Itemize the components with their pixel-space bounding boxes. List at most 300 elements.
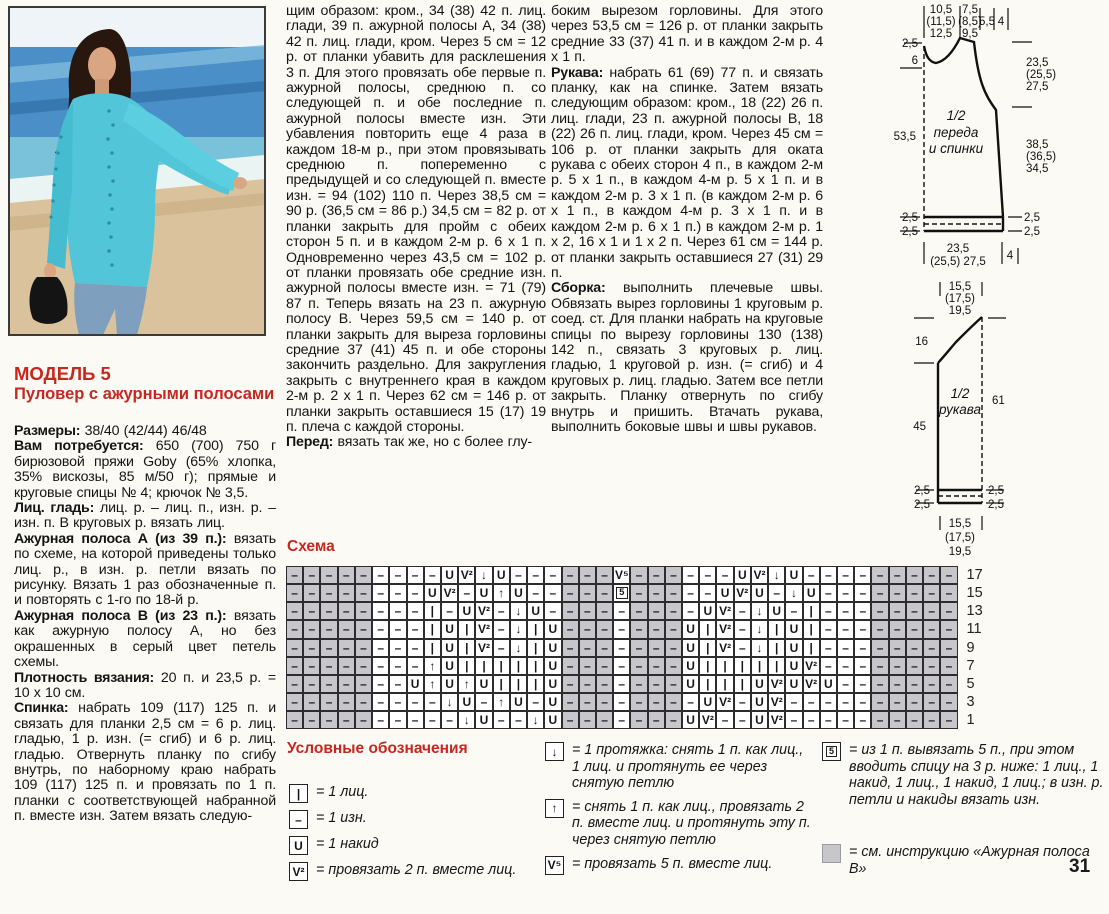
- chart-cell: –: [665, 657, 682, 675]
- chart-cell: –: [562, 602, 579, 620]
- chart-cell: –: [940, 675, 957, 693]
- chart-cell: –: [372, 566, 389, 584]
- chart-cell: U: [475, 675, 492, 693]
- measurement-label: (8,5): [958, 16, 982, 28]
- measurement-label: 1/2: [950, 386, 970, 401]
- sleeve-diagram: [913, 281, 1006, 558]
- chart-cell: –: [923, 602, 940, 620]
- measurement-label: (25,5) 27,5: [930, 256, 986, 268]
- chart-cell: –: [648, 602, 665, 620]
- chart-cell: –: [458, 584, 475, 602]
- chart-cell: –: [871, 675, 888, 693]
- paragraph-lead: Перед:: [286, 434, 334, 451]
- chart-cell: –: [648, 675, 665, 693]
- measurement-label: (25,5): [1026, 69, 1057, 81]
- chart-cell: –: [923, 620, 940, 638]
- chart-cell: –: [493, 711, 510, 729]
- chart-cell: –: [630, 693, 647, 711]
- legend-item: [289, 810, 529, 829]
- chart-cell: U: [751, 675, 768, 693]
- measurement-label: 1/2: [946, 108, 966, 123]
- chart-cell: |: [458, 657, 475, 675]
- chart-cell: –: [303, 711, 320, 729]
- chart-cell: –: [889, 657, 906, 675]
- paragraph: Рукава: набрать 61 (69) 77 п. и связать планку, как на спинке. Затем вязать следующим образом: кром., 18 (22) 26 п. лиц. глади, 23 п. ажурной полосы В, 18 (22) 26 п. лиц. глади, кром. Через 45 см = 106 р. от планки закрыть для оката рукава с обеих сторон 4 п., в каждом 2-м р. 5 x 1 п., в каждом 4-м р. 5 x 1 п. и в каждом 2-м р. 3 x 1 п. (в каждом 2-м р. 6 x 1 п., в каждом 4-м р. 3 x 1 п. и в каждом 2-м р. 6 x 1 п.) в каждом 2-м р. 1 x 2, 16 x 1 и 1 x 2 п. Через 61 см = 144 р. от планки закрыть оставшиеся 27 (31) 29 п.: [551, 64, 823, 281]
- legend-item: [822, 742, 1106, 808]
- chart-cell: –: [837, 675, 854, 693]
- chart-cell: U: [544, 711, 561, 729]
- chart-cell: –: [940, 602, 957, 620]
- chart-cell: –: [407, 584, 424, 602]
- chart-row-number: 9: [966, 639, 975, 656]
- chart-cell: U: [682, 657, 699, 675]
- chart-cell: –: [320, 602, 337, 620]
- legend-item: [289, 836, 529, 855]
- chart-cell: |: [527, 675, 544, 693]
- paragraph-lead: Размеры:: [14, 423, 81, 439]
- chart-cell: –: [854, 566, 871, 584]
- chart-cell: –: [699, 584, 716, 602]
- chart-cell: –: [940, 584, 957, 602]
- chart-cell: –: [923, 693, 940, 711]
- chart-cell: –: [389, 584, 406, 602]
- chart-cell: U: [510, 693, 527, 711]
- measurement-label: 2,5: [914, 499, 930, 511]
- legend-column-2: [545, 742, 813, 882]
- measurement-label: 19,5: [948, 546, 972, 558]
- chart-cell: –: [338, 693, 355, 711]
- chart-cell: U: [682, 620, 699, 638]
- paragraph-lead: Лиц. гладь:: [14, 500, 95, 517]
- chart-cell: –: [320, 584, 337, 602]
- chart-cell: –: [630, 566, 647, 584]
- legend-item: [289, 784, 529, 803]
- chart-cell: U: [716, 584, 733, 602]
- chart-cell: –: [940, 620, 957, 638]
- chart-cell: –: [682, 602, 699, 620]
- chart-cell: –: [889, 711, 906, 729]
- chart-cell: –: [734, 693, 751, 711]
- chart-cell: –: [407, 639, 424, 657]
- chart-cell: |: [527, 620, 544, 638]
- chart-cell: –: [389, 693, 406, 711]
- chart-cell: –: [286, 657, 303, 675]
- chart-cell: V²: [751, 566, 768, 584]
- chart-cell: –: [355, 620, 372, 638]
- chart-cell: –: [820, 639, 837, 657]
- measurement-label: 2,5: [988, 485, 1004, 497]
- chart-cell: U: [441, 566, 458, 584]
- paragraph-lead: Спинка:: [14, 700, 69, 717]
- chart-cell: –: [596, 657, 613, 675]
- measurement-label: 7,5: [962, 4, 978, 16]
- chart-cell: |: [699, 639, 716, 657]
- chart-cell: V²: [716, 602, 733, 620]
- chart-cell: –: [803, 711, 820, 729]
- chart-cell: U: [820, 675, 837, 693]
- chart-cell: –: [407, 657, 424, 675]
- chart-cell: V²: [716, 620, 733, 638]
- chart-cell: |: [768, 657, 785, 675]
- chart-cell: –: [648, 584, 665, 602]
- measurement-label: (11,5): [926, 16, 956, 28]
- chart-cell: –: [286, 711, 303, 729]
- measurement-label: 15,5: [948, 281, 972, 293]
- chart-cell: –: [906, 693, 923, 711]
- chart-cell: –: [889, 693, 906, 711]
- chart-cell: –: [562, 711, 579, 729]
- legend-item: [545, 856, 813, 875]
- chart-cell: –: [389, 675, 406, 693]
- chart-cell: U: [544, 657, 561, 675]
- chart-row-number: 17: [966, 567, 983, 584]
- chart-cell: –: [493, 639, 510, 657]
- chart-cell: –: [372, 639, 389, 657]
- chart-cell: –: [871, 711, 888, 729]
- legend-text: = провязать 2 п. вместе лиц.: [316, 862, 517, 878]
- paragraph: Ажурная полоса В (из 23 п.): вязать как ажурную полосу А, но без окрашенных в серый цвет петель схемы.: [14, 607, 276, 671]
- chart-cell: V²: [768, 711, 785, 729]
- chart-cell: U: [441, 620, 458, 638]
- chart-cell: |: [424, 620, 441, 638]
- chart-cell: –: [734, 620, 751, 638]
- chart-cell: –: [544, 566, 561, 584]
- chart-cell: V²: [716, 639, 733, 657]
- photo-bag: [30, 277, 68, 324]
- measurement-label: (17,5): [944, 532, 976, 544]
- chart-cell: ↑: [424, 657, 441, 675]
- chart-cell: –: [320, 657, 337, 675]
- chart-cell: –: [579, 693, 596, 711]
- chart-cell: |: [527, 639, 544, 657]
- chart-cell: –: [286, 639, 303, 657]
- chart-cell: –: [785, 602, 802, 620]
- chart-cell: –: [889, 675, 906, 693]
- paragraph-lead: Ажурная полоса В (из 23 п.):: [14, 607, 227, 624]
- chart-cell: U: [441, 639, 458, 657]
- chart-cell: –: [854, 675, 871, 693]
- chart-cell: –: [389, 602, 406, 620]
- chart-cell: –: [871, 566, 888, 584]
- chart-cell: –: [510, 566, 527, 584]
- chart-cell: –: [665, 675, 682, 693]
- chart-cell: –: [854, 584, 871, 602]
- chart-cell: –: [889, 584, 906, 602]
- chart-cell: ↓: [751, 602, 768, 620]
- measurement-label: 61: [992, 395, 1005, 407]
- chart-cell: –: [407, 711, 424, 729]
- chart-cell: –: [338, 657, 355, 675]
- chart-cell: –: [940, 657, 957, 675]
- make5-symbol: 5: [616, 587, 628, 599]
- chart-cell: |: [458, 620, 475, 638]
- chart-cell: –: [940, 566, 957, 584]
- chart-cell: –: [854, 602, 871, 620]
- chart-cell: –: [389, 657, 406, 675]
- chart-cell: –: [286, 693, 303, 711]
- make5-symbol: 5: [826, 746, 837, 757]
- paragraph: Лиц. гладь: лиц. р. – лиц. п., изн. р. – изн. п. В круговых р. вязать лиц.: [14, 500, 276, 532]
- chart-cell: –: [648, 620, 665, 638]
- chart-cell: –: [579, 566, 596, 584]
- chart-cell: –: [665, 566, 682, 584]
- chart-cell: –: [372, 711, 389, 729]
- measurement-label: 6: [911, 55, 918, 67]
- chart-cell: U: [424, 584, 441, 602]
- chart-cell: –: [596, 584, 613, 602]
- chart-cell: –: [630, 639, 647, 657]
- measurement-label: 45: [913, 421, 926, 433]
- measurement-label: и спинки: [928, 141, 984, 156]
- chart-cell: V⁵: [613, 566, 630, 584]
- chart-cell: –: [596, 620, 613, 638]
- chart-row-number: 5: [966, 675, 975, 692]
- chart-cell: –: [837, 566, 854, 584]
- chart-cell: –: [837, 584, 854, 602]
- chart-cell: –: [338, 620, 355, 638]
- model-photo: [8, 6, 266, 336]
- chart-cell: |: [699, 657, 716, 675]
- chart-cell: –: [372, 693, 389, 711]
- chart-cell: –: [579, 657, 596, 675]
- chart-cell: |: [493, 657, 510, 675]
- photo-hand: [233, 177, 247, 189]
- chart-cell: –: [665, 639, 682, 657]
- chart-cell: –: [355, 566, 372, 584]
- chart-cell: |: [716, 675, 733, 693]
- chart-cell: –: [562, 620, 579, 638]
- chart-cell: –: [613, 711, 630, 729]
- chart-cell: U: [475, 711, 492, 729]
- chart-cell: –: [475, 693, 492, 711]
- paragraph: боким вырезом горловины. Для этого через 53,5 см = 126 р. от планки закрыть средние 33 (37) 41 п. и в каждом 2-м р. 4 x 1 п.: [551, 3, 823, 66]
- chart-cell: –: [906, 566, 923, 584]
- chart-cell: –: [871, 602, 888, 620]
- chart-cell: –: [338, 639, 355, 657]
- chart-cell: –: [389, 620, 406, 638]
- chart-cell: –: [630, 657, 647, 675]
- paragraph: Размеры: 38/40 (42/44) 46/48: [14, 423, 207, 439]
- chart-cell: |: [734, 675, 751, 693]
- chart-cell: ↓: [527, 711, 544, 729]
- chart-cell: U: [510, 584, 527, 602]
- chart-cell: –: [372, 675, 389, 693]
- chart-cell: –: [579, 711, 596, 729]
- chart-cell: U: [785, 620, 802, 638]
- chart-cell: U: [544, 693, 561, 711]
- chart-cell: –: [820, 566, 837, 584]
- chart-cell: ↑: [493, 584, 510, 602]
- chart-cell: |: [424, 639, 441, 657]
- paragraph: Плотность вязания: 20 п. и 23,5 р. = 10 x 10 см.: [14, 669, 276, 701]
- chart-row-number: 15: [966, 585, 983, 602]
- chart-cell: –: [785, 693, 802, 711]
- chart-cell: –: [562, 657, 579, 675]
- chart-cell: –: [854, 620, 871, 638]
- measurement-label: 4: [997, 16, 1005, 28]
- chart-cell: –: [579, 584, 596, 602]
- chart-cell: –: [562, 675, 579, 693]
- chart-cell: –: [940, 639, 957, 657]
- chart-cell: –: [355, 711, 372, 729]
- chart-cell: |: [803, 639, 820, 657]
- chart-cell: U: [493, 566, 510, 584]
- measurement-label: 9,5: [962, 28, 978, 40]
- chart-cell: –: [837, 639, 854, 657]
- chart-cell: –: [562, 693, 579, 711]
- legend-text: = из 1 п. вывязать 5 п., при этом вводить спицу на 3 р. ниже: 1 лиц., 1 накид, 1 лиц., 1 накид, 1 лиц.; в изн. р. петли и накиды вязать изн.: [849, 742, 1104, 808]
- chart-cell: –: [630, 620, 647, 638]
- chart-cell: –: [579, 602, 596, 620]
- chart-cell: –: [407, 602, 424, 620]
- chart-cell: –: [286, 566, 303, 584]
- symbol-box-icon: U: [289, 836, 308, 855]
- photo-face: [88, 47, 116, 83]
- chart-cell: –: [665, 620, 682, 638]
- chart-cell: –: [355, 657, 372, 675]
- chart-cell: –: [303, 639, 320, 657]
- chart-cell: –: [889, 639, 906, 657]
- chart-cell: –: [338, 602, 355, 620]
- symbol-box-icon: [822, 844, 841, 863]
- chart-cell: U: [441, 675, 458, 693]
- chart-cell: –: [648, 657, 665, 675]
- chart-cell: –: [871, 584, 888, 602]
- chart-cell: –: [630, 711, 647, 729]
- chart-cell: –: [665, 584, 682, 602]
- chart-cell: –: [648, 693, 665, 711]
- paragraph: Спинка: набрать 109 (117) 125 п. и связать для планки 2,5 см = 6 р. лиц. гладью, 1 р. изн. (= сгиб) и 6 р. лиц. гладью. Отвернуть планку по сгибу внутрь, по наборному краю набрать 109 (117) 125 п. и провязать по 1 п. планки с соответствующей набранной п. вместе изн. Затем вязать следую-: [14, 700, 276, 825]
- chart-cell: –: [320, 566, 337, 584]
- chart-cell: U: [527, 602, 544, 620]
- chart-cell: –: [665, 602, 682, 620]
- chart-cell: |: [734, 657, 751, 675]
- chart-cell: V²: [475, 620, 492, 638]
- chart-cell: –: [303, 657, 320, 675]
- chart-cell: V²: [803, 657, 820, 675]
- chart-cell: –: [613, 657, 630, 675]
- chart-cell: –: [441, 602, 458, 620]
- chart-cell: –: [906, 657, 923, 675]
- chart-cell: –: [303, 675, 320, 693]
- chart-cell: –: [372, 657, 389, 675]
- chart-cell: –: [854, 657, 871, 675]
- paragraph: Сборка: выполнить плечевые швы. Обвязать вырез горловины 1 круговым р. соед. ст. Для планки набрать на круговые спицы по вырезу горловины 130 (138) 142 п., связать 3 круговых р. лиц. гладью, 1 круговой р. изн. (= сгиб) и 4 круговых р. лиц. гладью. Затем все петли закрыть. Планку отвернуть по сгибу внутрь и пришить. Втачать рукава, выполнить боковые швы и швы рукавов.: [551, 280, 823, 435]
- chart-cell: U: [475, 584, 492, 602]
- chart-cell: –: [923, 584, 940, 602]
- chart-cell: –: [579, 620, 596, 638]
- chart-cell: –: [734, 711, 751, 729]
- chart-cell: –: [613, 693, 630, 711]
- chart-cell: –: [527, 584, 544, 602]
- legend-item: [289, 862, 529, 881]
- chart-cell: |: [768, 620, 785, 638]
- chart-cell: –: [303, 602, 320, 620]
- paragraph: Вам потребуется: 650 (700) 750 г бирюзовой пряжи Goby (65% хлопка, 35% вискозы, 85 м/50 г); прямые и круговые спицы № 4; крючок № 3,5.: [14, 438, 276, 501]
- chart-cell: –: [785, 711, 802, 729]
- measurement-label: 10,5: [929, 4, 953, 16]
- chart-cell: –: [820, 620, 837, 638]
- chart-cell: –: [768, 584, 785, 602]
- legend-text: = 1 накид: [316, 836, 379, 852]
- chart-cell: V²: [475, 602, 492, 620]
- chart-cell: –: [562, 584, 579, 602]
- chart-cell: U: [544, 675, 561, 693]
- measurement-label: 34,5: [1026, 163, 1049, 175]
- chart-cell: –: [648, 566, 665, 584]
- chart-cell: –: [682, 566, 699, 584]
- chart-cell: –: [803, 693, 820, 711]
- chart-cell: –: [389, 566, 406, 584]
- paragraph-lead: Вам потребуется:: [14, 438, 144, 455]
- chart-cell: –: [338, 566, 355, 584]
- measurement-label: (17,5): [944, 293, 976, 305]
- chart-cell: –: [940, 711, 957, 729]
- chart-cell: –: [923, 657, 940, 675]
- chart-cell: –: [441, 711, 458, 729]
- chart-cell: |: [751, 657, 768, 675]
- body-diagram: [894, 4, 1057, 268]
- chart-cell: –: [303, 620, 320, 638]
- chart-cell: –: [407, 693, 424, 711]
- chart-cell: –: [871, 693, 888, 711]
- chart-cell: V²: [734, 584, 751, 602]
- chart-cell: U: [682, 639, 699, 657]
- chart-cell: –: [338, 584, 355, 602]
- chart-cell: |: [424, 602, 441, 620]
- chart-cell: –: [854, 711, 871, 729]
- chart-cell: U: [751, 693, 768, 711]
- chart-cell: –: [596, 566, 613, 584]
- legend-item: [545, 742, 813, 792]
- chart-cell: U: [803, 584, 820, 602]
- measurement-label: переда: [933, 125, 979, 140]
- chart-cell: –: [648, 711, 665, 729]
- chart-cell: –: [613, 675, 630, 693]
- chart-cell: ↑: [493, 693, 510, 711]
- chart-cell: |: [716, 657, 733, 675]
- chart-cell: –: [544, 602, 561, 620]
- measurement-label: 2,5: [988, 499, 1004, 511]
- legend-text: = 1 изн.: [316, 810, 367, 826]
- chart-cell: –: [303, 693, 320, 711]
- chart-cell: –: [596, 602, 613, 620]
- chart-cell: U: [785, 675, 802, 693]
- chart-cell: –: [613, 620, 630, 638]
- chart-cell: ↓: [510, 620, 527, 638]
- chart-cell: U: [544, 620, 561, 638]
- chart-cell: U: [734, 566, 751, 584]
- model-title: Пуловер с ажурными полосами: [14, 385, 275, 403]
- legend-column-1: [289, 784, 529, 888]
- measurement-label: 23,5: [946, 243, 970, 255]
- chart-cell: –: [596, 639, 613, 657]
- chart-cell: |: [768, 639, 785, 657]
- chart-cell: –: [820, 693, 837, 711]
- symbol-box-icon: [822, 742, 841, 761]
- legend-text: = 1 лиц.: [316, 784, 369, 800]
- schematics: [830, 0, 1109, 560]
- measurement-label: 23,5: [1026, 57, 1049, 69]
- chart-cell: –: [716, 566, 733, 584]
- chart-cell: –: [424, 566, 441, 584]
- column-middle: [286, 4, 546, 451]
- chart-cell: U: [458, 693, 475, 711]
- legend-text: = провязать 5 п. вместе лиц.: [572, 855, 773, 872]
- chart-cell: ↓: [510, 602, 527, 620]
- chart-cell: –: [407, 566, 424, 584]
- chart-cell: –: [424, 693, 441, 711]
